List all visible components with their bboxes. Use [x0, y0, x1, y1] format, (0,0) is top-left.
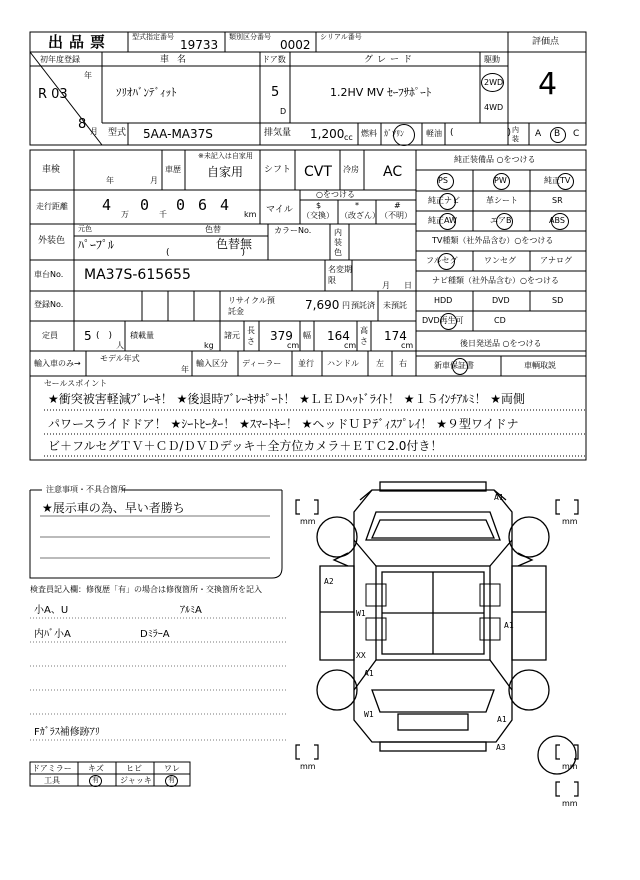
- ac-value: AC: [383, 164, 403, 180]
- first-reg-month: 8: [78, 117, 87, 132]
- first-reg-label: 初年度登録: [40, 55, 80, 64]
- width-unit: cm: [344, 341, 357, 350]
- model-type-label: 型式: [108, 128, 127, 138]
- name-change-label: 名変期限: [328, 265, 352, 285]
- length-label: 長さ: [247, 326, 255, 346]
- history-value: 自家用: [207, 165, 244, 179]
- damage-mark-rear-right: A1: [497, 715, 507, 724]
- interior-grade-c: C: [573, 129, 580, 139]
- chassis-no: MA37S-615655: [84, 267, 191, 283]
- handle-label: ハンドル: [327, 359, 359, 368]
- tools-label: 工具: [44, 776, 60, 785]
- inspector-entry-1b: ｱﾙﾐA: [180, 605, 202, 616]
- mileage-km: km: [244, 210, 257, 219]
- length-value: 379: [270, 329, 293, 343]
- navi-sd: SD: [552, 296, 564, 305]
- jack-value: 有: [168, 776, 175, 784]
- year-label: 年: [84, 71, 92, 80]
- history-note: ※未記入は自家用: [198, 152, 253, 160]
- std-pw-circle: [493, 173, 510, 190]
- sales-line-1: ★衝突被害軽減ﾌﾞﾚｰｷ！ ★後退時ﾌﾞﾚｰｷｻﾎﾟｰﾄ！ ★ＬＥＤﾍｯﾄﾞﾗｲﾄ！ ★１５ｲﾝﾁｱﾙﾐ！ ★両側: [48, 392, 526, 406]
- damage-mark-windshield: W1: [356, 609, 366, 618]
- std-leather: 革シート: [486, 196, 518, 205]
- load-label: 積載量: [130, 331, 154, 340]
- docs-warranty-circle: [452, 358, 468, 375]
- capacity-paren: ( ): [96, 331, 113, 341]
- mileage-digit-3: 0: [176, 196, 186, 214]
- height-label: 高さ: [360, 326, 368, 346]
- std-pw: PW: [494, 176, 507, 185]
- tools-value-circle: [89, 775, 102, 787]
- inspection-year-label: 年: [106, 176, 114, 185]
- sales-line-2: パワースライドドア！ ★ｼｰﾄﾋｰﾀｰ！ ★ｽﾏｰﾄｷｰ！ ★ヘッドＵＰﾃﾞｨｽﾌﾟﾚｲ！ ★９型ワイドナ: [48, 417, 519, 431]
- interior-grade-a: A: [535, 129, 542, 139]
- import-label: 輸入車のみ→: [34, 359, 81, 368]
- type-approval-no: 19733: [180, 38, 219, 52]
- std-equipment-title: 純正装備品 ○をつける: [454, 155, 536, 164]
- rating-label: 評価点: [532, 37, 560, 47]
- mileage-label: 走行距離: [36, 202, 68, 211]
- mileage-digit-2: 0: [140, 196, 150, 214]
- doors-label: ドア数: [262, 55, 286, 64]
- mileage-digit-4: 6: [198, 196, 208, 214]
- std-navi: 純正ナビ: [428, 196, 460, 205]
- drive-selected-circle: [481, 73, 504, 92]
- shift-value: CVT: [304, 164, 332, 180]
- circle-note: ○をつける: [316, 190, 355, 199]
- tv-fullseg-circle: [438, 253, 455, 270]
- mm-spare: mm: [562, 799, 578, 808]
- tools-header-crack: ヒビ: [126, 764, 142, 773]
- std-abs-circle: [551, 213, 569, 230]
- std-ps-circle: [437, 173, 454, 190]
- std-navi-circle: [439, 193, 456, 210]
- car-name-label: 車名: [160, 55, 195, 65]
- mileage-sen: 千: [159, 210, 167, 219]
- first-reg-era: R 03: [38, 87, 68, 102]
- length-unit: cm: [287, 341, 300, 350]
- interior-color-label: 内装色: [334, 228, 342, 257]
- std-sr: SR: [552, 196, 563, 205]
- color-no-label: カラーNo.: [274, 226, 312, 235]
- damage-mark-rear-glass: W1: [364, 710, 374, 719]
- interior-grade-b: B: [554, 129, 561, 139]
- width-value: 164: [327, 329, 350, 343]
- displacement-value: 1,200: [310, 127, 345, 141]
- original-color-label: 元色: [78, 225, 92, 233]
- docs-warranty: 新車保証書: [434, 361, 474, 370]
- class-no: 0002: [280, 38, 311, 52]
- inspector-entry-2b: DﾐﾗｰA: [140, 629, 170, 640]
- interior-selected-circle: [550, 127, 566, 143]
- exterior-color-label: 外装色: [38, 236, 66, 246]
- navi-dvd: DVD: [492, 296, 510, 305]
- inspector-entry-2a: 内ﾊﾞ小A: [34, 629, 71, 640]
- month-label: 月: [90, 127, 98, 136]
- mileage-digit-1: 4: [102, 196, 112, 214]
- height-unit: cm: [401, 341, 414, 350]
- mm-front-left: mm: [300, 517, 316, 526]
- docs-manual: 車輌取説: [524, 361, 556, 370]
- color-change-value: 色替無: [216, 237, 253, 251]
- model-type: 5AA-MA37S: [143, 127, 213, 141]
- inspection-month-label: 月: [150, 176, 158, 185]
- name-change-month: 月: [382, 281, 390, 290]
- grade-label: グレード: [364, 55, 417, 65]
- model-year-unit: 年: [181, 365, 189, 374]
- damage-mark-front: A1: [494, 493, 504, 502]
- tv-title: TV種類（社外品含む）○をつける: [432, 236, 554, 245]
- tools-header-break: ワレ: [164, 764, 180, 773]
- jack-label: ジャッキ: [120, 776, 152, 785]
- navi-hdd: HDD: [434, 296, 453, 305]
- inspector-entry-1a: 小A、U: [34, 605, 69, 616]
- parallel-option: 並行: [298, 359, 314, 368]
- std-tv-circle: [557, 173, 574, 190]
- std-airbag-circle: [496, 213, 513, 230]
- class-label: 類別区分番号: [229, 33, 271, 41]
- navi-dvd-play-circle: [440, 313, 457, 330]
- recycle-unit: 円: [342, 301, 350, 310]
- chassis-label: 車台No.: [34, 270, 64, 279]
- exchange-mark: $: [316, 201, 322, 210]
- shift-label: シフト: [264, 165, 292, 175]
- damage-mark-left-rear: A1: [364, 669, 374, 678]
- tampered-mark: *: [355, 201, 359, 210]
- model-year-label: モデル年式: [100, 354, 140, 363]
- unknown-mark: #: [394, 201, 401, 210]
- drive-label: 駆動: [484, 55, 500, 64]
- unpaid-label: 未預託: [383, 301, 407, 310]
- color-change-paren: ( ): [166, 248, 246, 258]
- exchange-label: （交換）: [302, 211, 334, 220]
- std-airbag: エアB: [490, 216, 512, 225]
- handle-right: 右: [399, 359, 407, 368]
- fuel-gasoline: ｶﾞｿﾘﾝ: [384, 129, 404, 138]
- reg-no-boxes: [120, 291, 220, 321]
- damage-mark-rear-bumper: A3: [496, 743, 506, 752]
- caution-text: ★展示車の為、早い者勝ち: [42, 501, 185, 515]
- tools-value: 有: [92, 776, 99, 784]
- fuel-bracket: ( ): [450, 128, 512, 138]
- tv-oneseg: ワンセグ: [484, 256, 516, 265]
- mile-label: マイル: [266, 205, 293, 215]
- inspector-entry-3: Fｶﾞﾗｽ補修跡ｱﾘ: [34, 727, 100, 738]
- fuel-label: 燃料: [361, 129, 377, 138]
- recycle-status: 預託済: [351, 301, 375, 310]
- dimensions-label: 諸元: [224, 331, 240, 340]
- tools-header-mirror: ドアミラー: [32, 764, 72, 773]
- type-approval-label: 型式指定番号: [132, 33, 174, 41]
- std-tv: 純正TV: [544, 176, 571, 185]
- std-aw-circle: [439, 213, 456, 230]
- mm-front-right: mm: [562, 517, 578, 526]
- mm-rear-right: mm: [562, 762, 578, 771]
- docs-title: 後日発送品 ○をつける: [460, 339, 542, 348]
- height-value: 174: [384, 329, 407, 343]
- handle-left: 左: [376, 359, 384, 368]
- serial-label: シリアル番号: [320, 33, 362, 41]
- damage-mark-left-front: A2: [324, 577, 334, 586]
- recycle-amount: 7,690: [305, 298, 340, 312]
- recycle-label: リサイクル預託金: [228, 296, 275, 316]
- car-name: ｿﾘｵﾊﾞﾝﾃﾞｨｯﾄ: [116, 86, 177, 99]
- mileage-man: 万: [121, 210, 129, 219]
- load-unit: kg: [204, 341, 214, 350]
- inspector-label: 検査員記入欄：修復歴「有」の場合は修復箇所・交換箇所を記入: [30, 585, 262, 594]
- displacement-unit: cc: [344, 133, 353, 142]
- interior-label: 内装: [512, 126, 519, 143]
- navi-title: ナビ種類（社外品含む）○をつける: [432, 276, 559, 285]
- mileage-digit-5: 4: [220, 196, 230, 214]
- mm-rear-left: mm: [300, 762, 316, 771]
- tv-fullseg: フルセグ: [426, 256, 458, 265]
- unknown-label: （不明）: [380, 211, 412, 220]
- navi-dvd-play: DVD再生可: [422, 316, 464, 325]
- rating-value: 4: [538, 67, 558, 102]
- doors-value: 5: [271, 85, 280, 100]
- inspection-label: 車検: [42, 165, 61, 175]
- sales-line-3: ビ＋フルセグＴＶ＋ＣＤ/ＤＶＤデッキ＋全方位カメラ＋ＥＴＣ2.0付き！: [48, 439, 443, 453]
- fuel-diesel: 軽油: [426, 129, 442, 138]
- caution-label: 注意事項・不具合箇所: [46, 485, 126, 494]
- dealer-option: ディーラー: [242, 359, 282, 368]
- drive-4wd: 4WD: [484, 103, 504, 112]
- fuel-selected-circle: [393, 124, 415, 146]
- capacity-value: 5: [84, 329, 92, 343]
- std-abs: ABS: [549, 216, 565, 225]
- import-class-label: 輸入区分: [196, 359, 228, 368]
- tv-analog: アナログ: [540, 256, 572, 265]
- capacity-unit: 人: [116, 341, 124, 350]
- history-label: 車歴: [165, 165, 181, 174]
- navi-cd: CD: [494, 316, 506, 325]
- displacement-label: 排気量: [264, 128, 292, 138]
- color-change-label: 色替: [205, 225, 221, 234]
- doors-suffix: D: [280, 107, 287, 116]
- drive-2wd: 2WD: [484, 78, 504, 87]
- damage-mark-xx: XX: [356, 651, 366, 660]
- std-ps: PS: [438, 176, 448, 185]
- damage-mark-right: A1: [504, 621, 514, 630]
- tampered-label: （改ざん）: [340, 211, 380, 220]
- tools-header-scratch: キズ: [88, 764, 104, 773]
- name-change-day: 日: [404, 281, 412, 290]
- form-title: 出品票: [48, 33, 112, 51]
- jack-value-circle: [165, 775, 178, 787]
- width-label: 幅: [303, 331, 311, 340]
- grade-value: 1.2HV MV ｾｰﾌｻﾎﾟｰﾄ: [330, 86, 432, 99]
- capacity-label: 定員: [42, 331, 58, 340]
- exterior-color: ﾊﾟｰﾌﾟﾙ: [78, 238, 115, 252]
- ac-label: 冷房: [343, 165, 359, 174]
- std-aw: 純正AW: [428, 216, 457, 225]
- reg-no-label: 登録No.: [34, 300, 64, 309]
- sales-label: セールスポイント: [44, 379, 108, 388]
